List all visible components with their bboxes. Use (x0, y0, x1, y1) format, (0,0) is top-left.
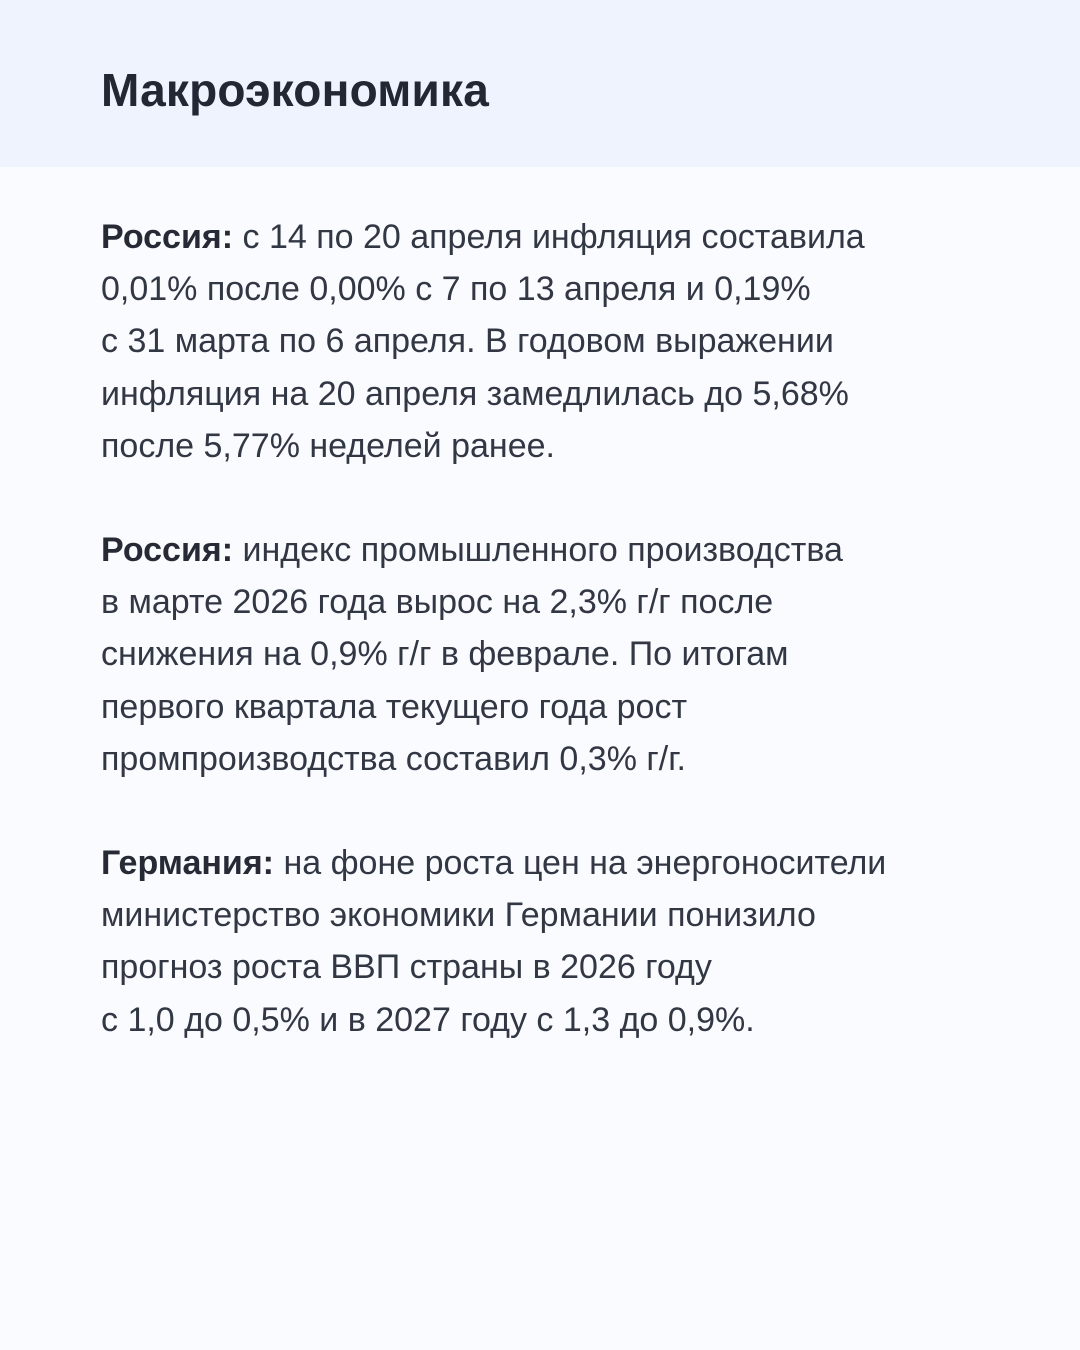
news-item-text: индекс промышленного производства (233, 531, 843, 570)
news-item-russia-industry (101, 524, 1001, 785)
news-item-lead: Россия: (101, 218, 234, 256)
news-line: снижения на 0,9% г/г в феврале. По итогам (101, 635, 789, 674)
news-item-germany-gdp (101, 837, 1001, 1046)
news-line: с 31 марта по 6 апреля. В годовом выражении (101, 322, 834, 361)
news-item-lead: Германия: (101, 844, 274, 883)
news-line: инфляция на 20 апреля замедлилась до 5,68% (101, 374, 849, 413)
news-line: в марте 2026 года вырос на 2,3% г/г после (101, 583, 774, 622)
page-title: Макроэкономика (101, 64, 489, 116)
news-line: после 5,77% неделей ранее. (101, 426, 555, 465)
news-line: министерство экономики Германии понизило (101, 896, 816, 935)
news-line: первого квартала текущего года рост (101, 687, 688, 726)
news-line: с 1,0 до 0,5% и в 2027 году с 1,3 до 0,9%. (101, 1000, 755, 1039)
news-line: промпроизводства составил 0,3% г/г. (101, 739, 686, 778)
news-item-russia-inflation (101, 211, 1001, 472)
news-item-text: на фоне роста цен на энергоносители (274, 844, 887, 883)
news-line: прогноз роста ВВП страны в 2026 году (101, 948, 712, 987)
news-item-lead: Россия: (101, 531, 234, 570)
news-list (101, 211, 1001, 1098)
news-line (101, 211, 1001, 263)
news-item-text: с 14 по 20 апреля инфляция составила (233, 218, 865, 256)
news-line (101, 837, 1001, 889)
news-line: 0,01% после 0,00% с 7 по 13 апреля и 0,19% (101, 270, 811, 309)
news-line (101, 524, 1001, 576)
header-band (0, 0, 1080, 167)
